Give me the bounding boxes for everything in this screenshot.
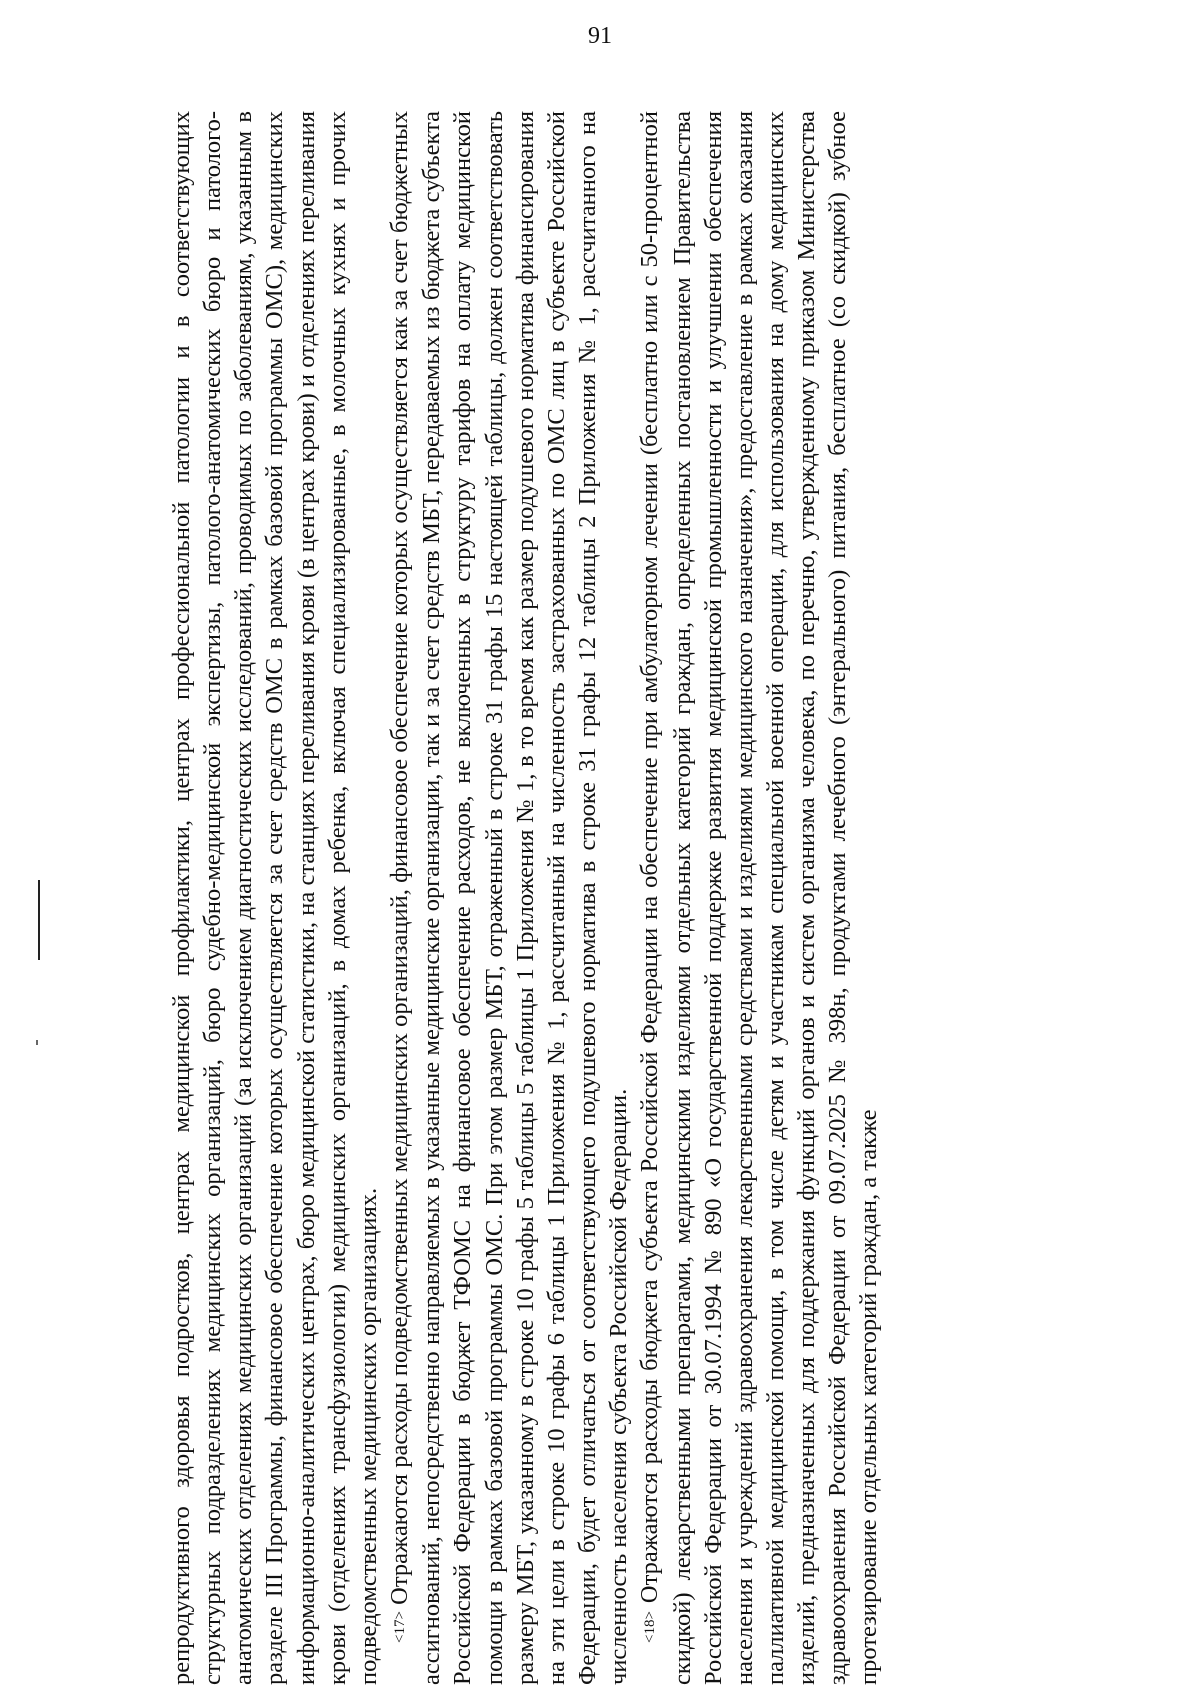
paragraph-continuation bbox=[166, 111, 384, 1685]
page-number: 91 bbox=[588, 23, 612, 49]
footnote-ref-18: <18> bbox=[642, 1611, 659, 1643]
body-text bbox=[166, 111, 885, 1685]
paragraph-text: Отражаются расходы бюджета субъекта Российской Федерации на обеспечение при амбулаторном лечении (бесплатно или с 50-процентной скидкой) лекарственными препаратами, медицинскими изделиями отдельных категорий граждан, определенных постановлением Правительства Российской Федерации от 30.07.1994 № 890 «О государственной поддержке развития медицинской промышленности и улучшении обеспечения населения и учреждений здравоохранения лекарственными средствами и изделиями медицинского назначения», предоставление в рамках оказания паллиативной медицинской помощи, в том числе детям и участникам специальной военной операции, для использования на дому медицинских изделий, предназначенных для поддержания функций органов и систем организма человека, по перечню, утвержденному приказом Министерства здравоохранения Российской Федерации от 09.07.2025 № 398н, продуктами лечебного (энтерального) питания, бесплатное (со скидкой) зубное протезирование отдельных категорий граждан, а также bbox=[636, 110, 883, 1685]
paragraph-footnote-17 bbox=[384, 111, 634, 1685]
paragraph-text: репродуктивного здоровья подростков, центрах медицинской профилактики, центрах профессиональной патологии и в соответствующих структурных подразделениях медицинских организаций, бюро судебно-медицинской экспертизы, патолого-анатомических бюро и патолого-анатомических отделениях медицинских организаций (за исключением диагностических исследований, проводимых по заболеваниям, указанным в разделе III Программы, финансовое обеспечение которых осуществляется за счет средств ОМС в рамках базовой программы ОМС), медицинских информационно-аналитических центрах, бюро медицинской статистики, на станциях переливания крови (в центрах крови) и отделениях переливания крови (отделениях трансфузиологии) медицинских организаций, в домах ребенка, включая специализированные, в молочных кухнях и прочих подведомственных медицинских организациях. bbox=[168, 111, 382, 1685]
scan-margin-dot bbox=[36, 1040, 38, 1045]
paragraph-footnote-18 bbox=[634, 111, 884, 1685]
scan-margin-mark bbox=[38, 880, 40, 960]
paragraph-text: Отражаются расходы подведомственных медицинских организаций, финансовое обеспечение которых осуществляется как за счет бюджетных ассигнований, непосредственно направляемых в указанные медицинские организации, так и за счет средств МБТ, передаваемых из бюджета субъекта Российской Федерации в бюджет ТФОМС на финансовое обеспечение расходов, не включенных в структуру тарифов на оплату медицинской помощи в рамках базовой программы ОМС. При этом размер МБТ, отраженный в строке 31 графы 15 настоящей таблицы, должен соответствовать размеру МБТ, указанному в строке 10 графы 5 таблицы 5 таблицы 1 Приложения № 1, в то время как размер подушевого норматива финансирования на эти цели в строке 10 графы 6 таблицы 1 Приложения № 1, рассчитанный на численность застрахованных по ОМС лиц в субъекте Российской Федерации, будет отличаться от соответствующего подушевого норматива в строке 31 графы 12 таблицы 2 Приложения № 1, рассчитанного на численность населения субъекта Российской Федерации. bbox=[386, 110, 633, 1685]
rotated-body-container bbox=[166, 111, 1100, 1685]
footnote-ref-17: <17> bbox=[392, 1611, 409, 1643]
